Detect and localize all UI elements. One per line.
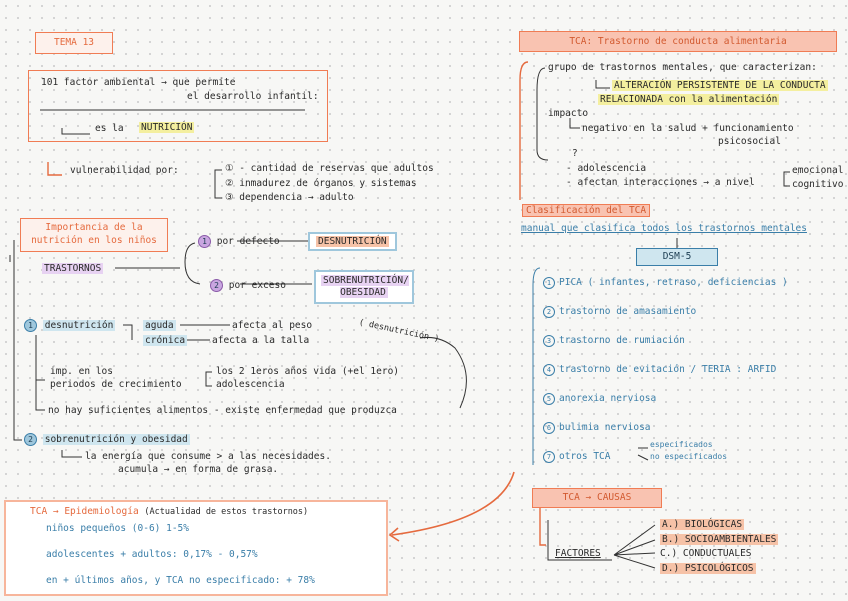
epidemiologia-subtitle: (Actualidad de estos trastornos): [144, 507, 309, 517]
list-text: trastorno de rumiación: [559, 335, 685, 346]
no-hay-label: no hay suficientes alimentos - existe enfermedad que produzca: [48, 405, 397, 416]
causas-title-text: TCA → CAUSAS: [562, 492, 632, 503]
dsm-box: [636, 248, 718, 266]
tema-text: TEMA 13: [53, 37, 95, 48]
list-number: 7: [543, 451, 555, 463]
exceso-result: SOBRENUTRICIÓN/ OBESIDAD: [323, 275, 409, 298]
vulnerabilidad-item3: ③ dependencia → adulto: [225, 192, 354, 203]
desnutricion-bullet: 1: [24, 319, 37, 332]
factor-line1: 101 factor ambiental → que permite: [41, 77, 236, 88]
causa-c: [660, 548, 752, 559]
defecto-label: por defecto: [216, 236, 280, 247]
causa-text: C.) CONDUCTUALES: [660, 548, 752, 559]
imp-label: imp. en los: [50, 366, 113, 377]
list-text: anorexia nerviosa: [559, 393, 657, 404]
alteracion-line2: RELACIONADA con la alimentación: [600, 94, 778, 105]
importancia-title: Importancia de la nutrición en los niños: [31, 222, 157, 246]
sobrenutricion-line2: acumula → en forma de grasa.: [118, 464, 279, 475]
exceso-row: [210, 279, 286, 292]
factor-line2: el desarrollo infantil:: [187, 91, 319, 102]
causa-d: [660, 563, 756, 574]
tca-list-item: [543, 335, 788, 364]
sobrenutricion-heading: [24, 433, 190, 446]
especificados-label: especificados: [650, 440, 713, 449]
periodo-2: adolescencia: [216, 379, 285, 390]
vulnerabilidad-label: vulnerabilidad por:: [70, 165, 179, 176]
sobrenutricion-line1: la energía que consume > a las necesidades.: [85, 451, 331, 462]
list-text: trastorno de amasamiento: [559, 306, 697, 317]
no-especificados-label: no especificados: [650, 452, 728, 461]
tca-title-text: TCA: Trastorno de conducta alimentaria: [569, 36, 787, 47]
epidemiologia-title-row: [30, 506, 308, 517]
desnutricion-note: ( desnutrición ): [357, 317, 441, 345]
exceso-label: por exceso: [228, 280, 286, 291]
list-text: PICA ( infantes, retraso, deficiencias ): [559, 277, 788, 288]
negativo-line1: negativo en la salud + funcionamiento: [582, 123, 794, 134]
sobrenutricion-bullet: 2: [24, 433, 37, 446]
causa-a: [660, 519, 744, 530]
list-text: trastorno de evitación / TERIA : ARFID: [559, 364, 777, 375]
alteracion-line1: ALTERACIÓN PERSISTENTE DE LA CONDUCTA: [614, 80, 826, 91]
defecto-bullet: 1: [198, 235, 211, 248]
adolescencia-label: - adolescencia: [566, 163, 647, 174]
tca-list-item: [543, 277, 788, 306]
list-number: 6: [543, 422, 555, 434]
epidemiologia-line2: adolescentes + adultos: 0,17% - 0,57%: [46, 549, 258, 560]
sobrenutricion-box: [314, 270, 414, 304]
cronica-effect: afecta a la talla: [212, 335, 310, 346]
question-mark: ?: [572, 148, 578, 159]
list-text: otros TCA: [559, 451, 611, 462]
list-number: 2: [543, 306, 555, 318]
causa-b: [660, 534, 778, 545]
clasificacion-title: [522, 204, 650, 217]
clasificacion-title-text: Clasificación del TCA: [526, 205, 647, 216]
factores-label: FACTORES: [555, 548, 601, 559]
tca-list: [543, 277, 788, 480]
tca-list-item: [543, 306, 788, 335]
epidemiologia-title: TCA → Epidemiología: [30, 506, 139, 517]
cronica-label: crónica: [145, 335, 186, 346]
afectan-label: - afectan interacciones → a nivel: [566, 177, 755, 188]
impacto-label: impacto: [548, 108, 589, 119]
periodo-1: los 2 1eros años vida (+el 1ero): [216, 366, 400, 377]
factor-nutricion: NUTRICIÓN: [141, 122, 193, 133]
aguda-label: aguda: [145, 320, 174, 331]
defecto-row: [198, 235, 280, 248]
trastornos-label: TRASTORNOS: [44, 263, 102, 274]
causas-title: [532, 488, 662, 508]
epidemiologia-line1: niños pequeños (0-6) 1-5%: [46, 523, 189, 534]
manual-label: manual que clasifica todos los trastornos mentales: [521, 223, 807, 234]
factor-es-la: es la: [95, 123, 124, 134]
desnutricion-box: [308, 232, 397, 251]
importancia-box: [20, 218, 168, 252]
emocional-label: emocional: [792, 165, 844, 176]
list-text: bulimia nerviosa: [559, 422, 651, 433]
dsm-label: DSM-5: [662, 251, 692, 262]
list-number: 4: [543, 364, 555, 376]
epidemiologia-box: [4, 500, 388, 596]
tca-list-item: [543, 364, 788, 393]
vulnerabilidad-item1: ① - cantidad de reservas que adultos: [225, 163, 434, 174]
periodos-label: periodos de crecimiento: [50, 379, 182, 390]
vulnerabilidad-item2: ② inmadurez de órganos y sistemas: [225, 178, 417, 189]
list-number: 1: [543, 277, 555, 289]
list-number: 3: [543, 335, 555, 347]
factor-box: [28, 70, 328, 142]
grupo-line: grupo de trastornos mentales, que caracterizan:: [548, 62, 817, 73]
exceso-bullet: 2: [210, 279, 223, 292]
list-number: 5: [543, 393, 555, 405]
desnutricion-result: DESNUTRICIÓN: [318, 236, 387, 247]
desnutricion-heading: [24, 319, 115, 332]
epidemiologia-line3: en + últimos años, y TCA no especificado: + 78%: [46, 575, 315, 586]
tema-label: [35, 32, 113, 54]
negativo-line2: psicosocial: [718, 136, 781, 147]
tca-title: [519, 31, 837, 52]
tca-list-item: [543, 393, 788, 422]
causa-text: B.) SOCIOAMBIENTALES: [662, 534, 777, 545]
causa-text: D.) PSICOLÓGICOS: [662, 563, 754, 574]
causa-text: A.) BIOLÓGICAS: [662, 519, 743, 530]
desnutricion-title: desnutrición: [44, 320, 114, 331]
cognitivo-label: cognitivo: [792, 179, 844, 190]
sobrenutricion-title: sobrenutrición y obesidad: [44, 434, 188, 445]
aguda-effect: afecta al peso: [232, 320, 313, 331]
